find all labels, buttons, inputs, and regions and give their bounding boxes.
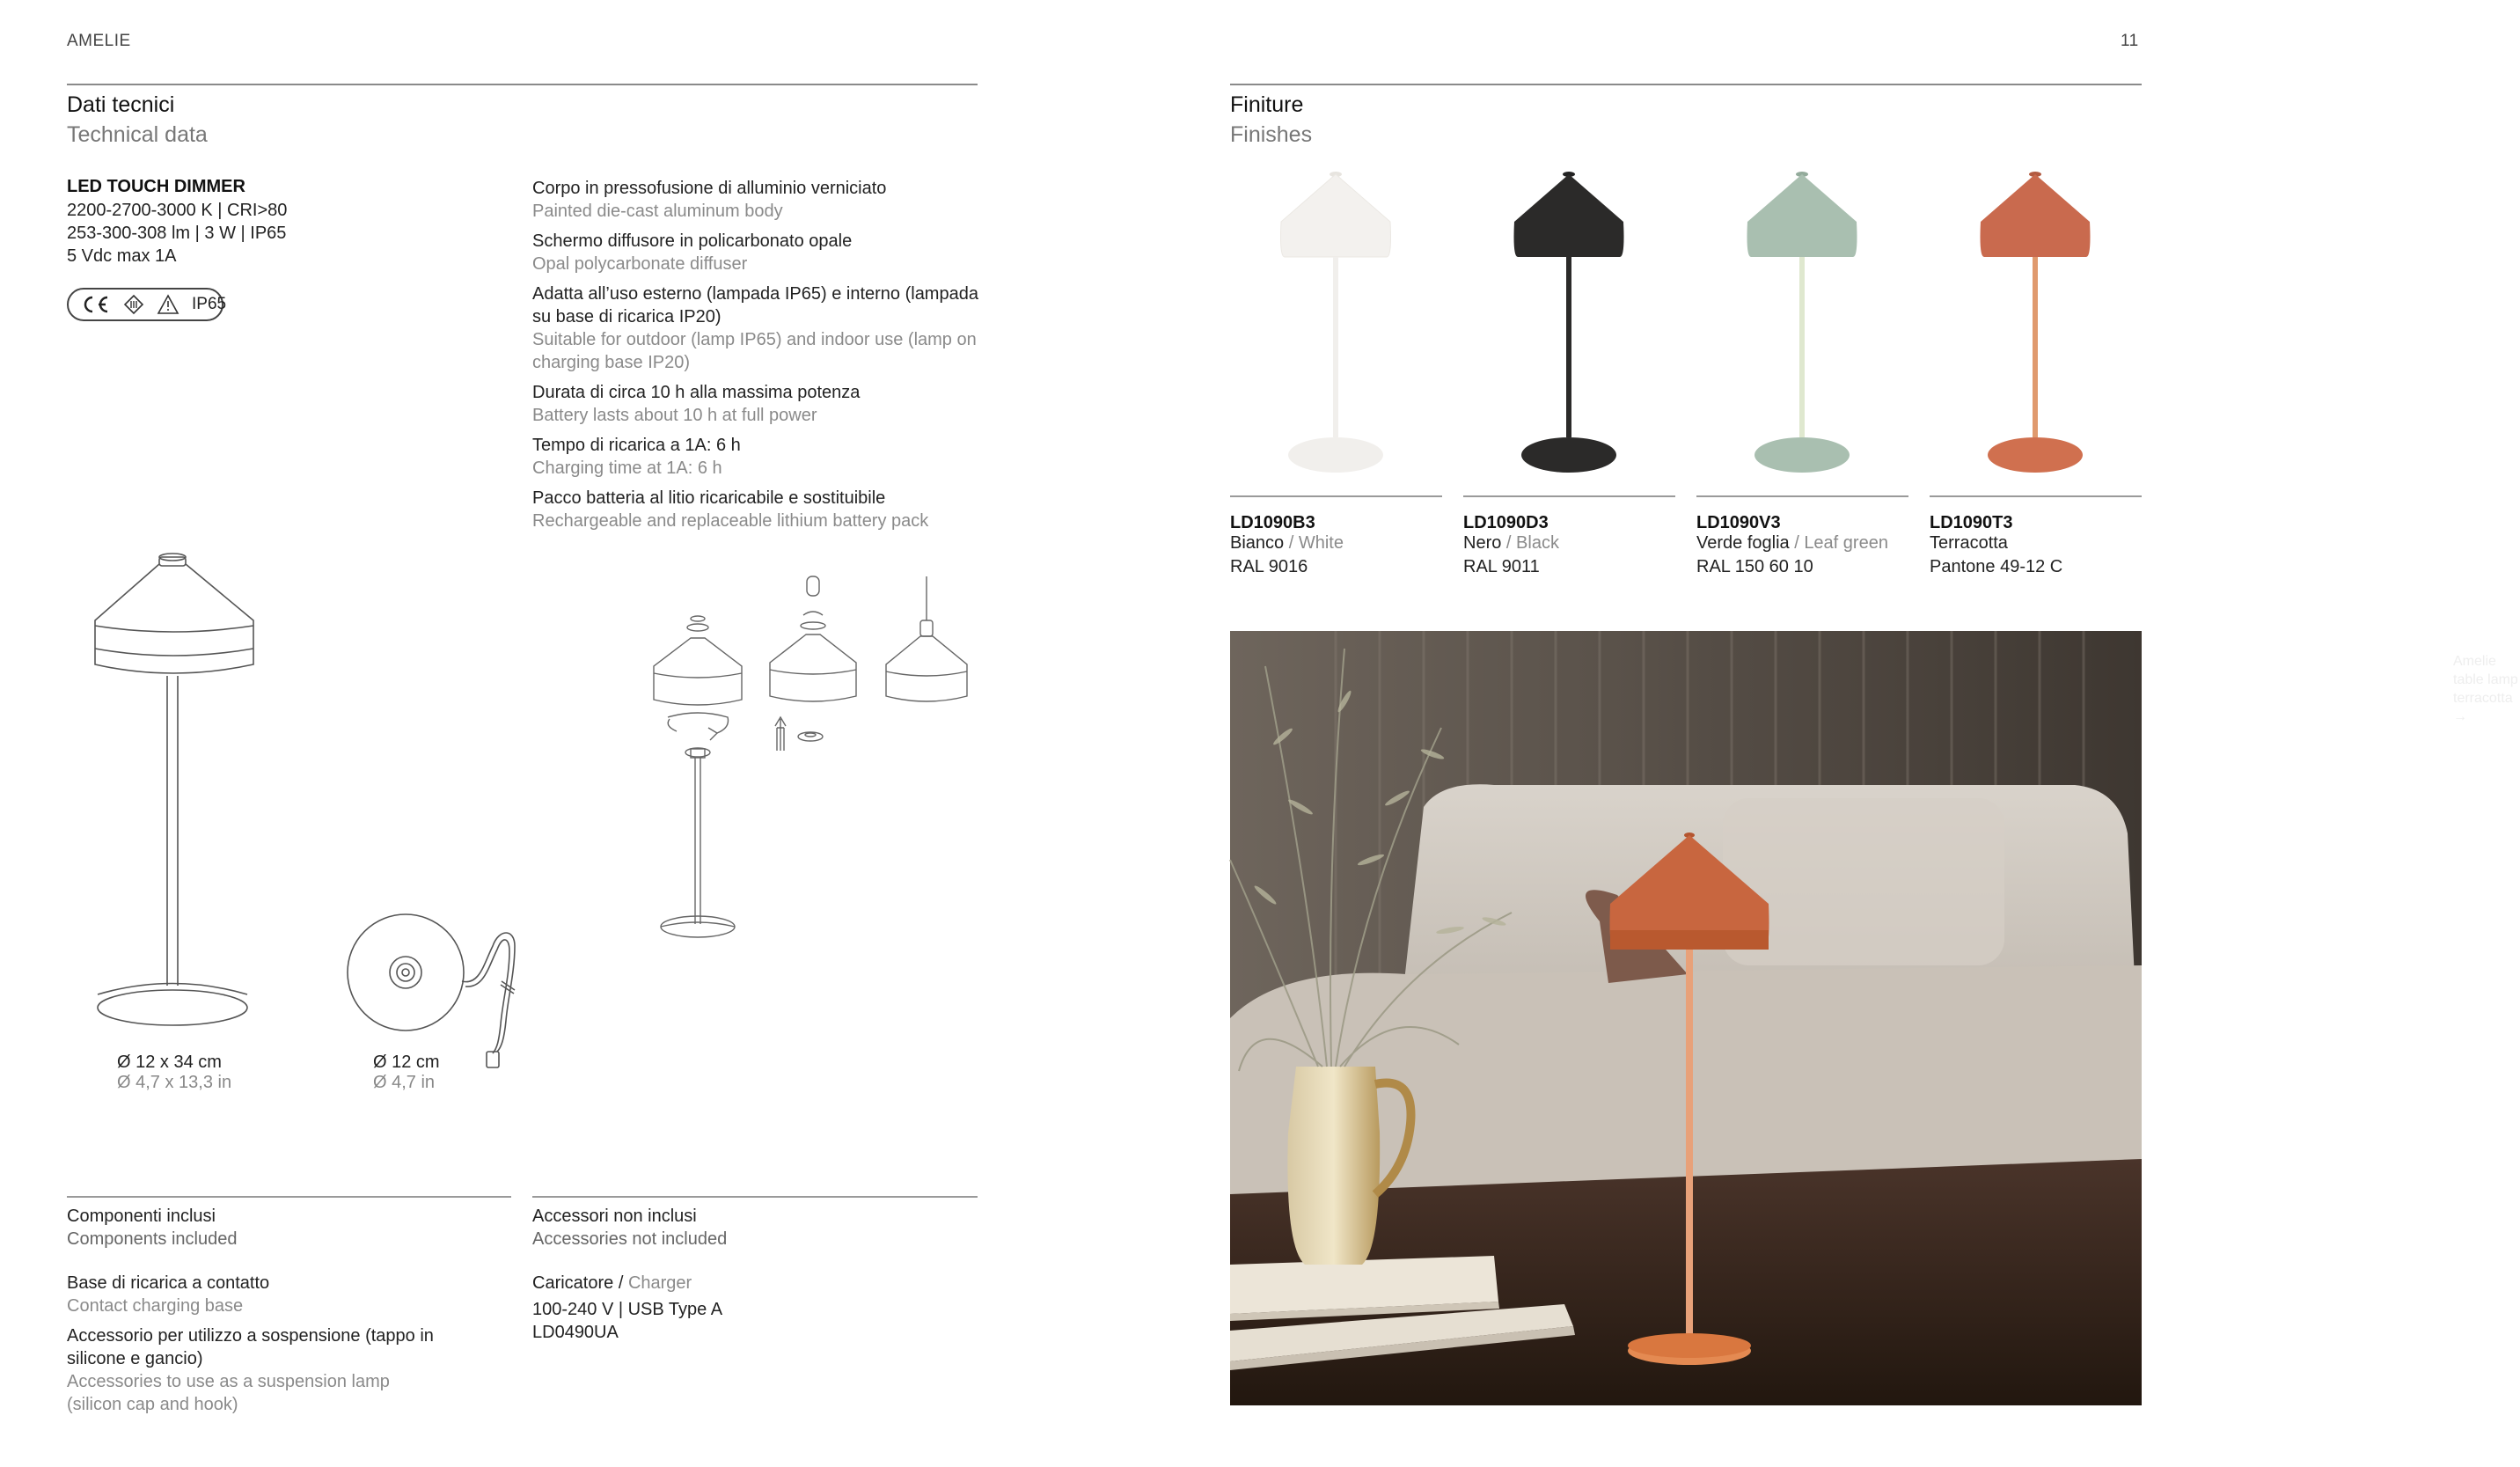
finish-item: LD1090B3 Bianco / White RAL 9016 [1230,513,1344,576]
warning-triangle-icon [157,294,179,315]
feature-item: Tempo di ricarica a 1A: 6 h Charging time at 1A: 6 h [532,436,741,478]
feature-list [532,177,981,539]
spec-title: LED TOUCH DIMMER [67,177,245,196]
finish-divider [1230,495,1442,497]
spec-line: 5 Vdc max 1A [67,246,177,266]
feature-item: Schermo diffusore in policarbonato opale Opal polycarbonate diffuser [532,231,853,274]
component-item: Base di ricarica a contatto Contact charging base [67,1273,270,1316]
components-section [67,1205,511,1423]
finish-lamp-black [1463,169,1675,486]
finish-item: LD1090D3 Nero / Black RAL 9011 [1463,513,1559,576]
class-iii-icon [123,294,144,315]
components-title-it: Componenti inclusi [67,1207,216,1226]
finish-lamp-white [1230,169,1442,486]
charging-base-drawing [348,911,532,1074]
accessories-title-it: Accessori non inclusi [532,1207,697,1226]
feature-item: Corpo in pressofusione di alluminio verniciato Painted die-cast aluminum body [532,179,887,221]
finish-divider [1696,495,1908,497]
ce-mark-icon [81,295,111,314]
feature-item: Adatta all’uso esterno (lampada IP65) e interno (lampada su base di ricarica IP20) Suitable for outdoor (lamp IP65) and indoor use (lamp on charging base IP20) [532,284,978,372]
charger-label: Caricatore / Charger [532,1273,692,1293]
lamp-shade [1281,172,1391,257]
assembly-diagram [647,576,981,946]
spec-line: 253-300-308 lm | 3 W | IP65 [67,224,287,243]
charger-spec: 100-240 V | USB Type A [532,1300,723,1319]
photo-scene [1230,631,2142,1405]
finish-item: LD1090T3 Terracotta Pantone 49-12 C [1930,513,2063,576]
component-item: Accessorio per utilizzo a sospensione (tappo in silicone e gancio) Accessories to use as a suspension lamp (silicon cap and hook) [67,1326,434,1414]
finishes-title-en: Finishes [1230,122,1313,147]
collection-name: AMELIE [67,32,131,50]
spec-block [67,177,287,268]
base-dimensions: Ø 12 cm Ø 4,7 in [373,1053,440,1092]
finish-divider [1463,495,1675,497]
photo-caption: Amelie table lamp terracotta → LD1090T3 [2453,654,2520,743]
finish-lamp-green [1696,169,1908,486]
accessories-section [532,1205,972,1344]
accessories-divider [532,1196,978,1198]
finishes-divider [1230,84,2142,85]
certification-badge [67,288,227,321]
spec-line: 2200-2700-3000 K | CRI>80 [67,201,288,220]
finish-divider [1930,495,2142,497]
finish-lamp-terracotta [1930,169,2142,486]
feature-item: Durata di circa 10 h alla massima potenza Battery lasts about 10 h at full power [532,383,861,425]
finish-item: LD1090V3 Verde foglia / Leaf green RAL 150 60 10 [1696,513,1888,576]
feature-item: Pacco batteria al litio ricaricabile e sostituibile Rechargeable and replaceable lithium battery pack [532,488,929,531]
finishes-title-it: Finiture [1230,92,1304,117]
accessories-title-en: Accessories not included [532,1229,728,1249]
charger-code: LD0490UA [532,1323,619,1342]
technical-title-it: Dati tecnici [67,92,175,117]
lamp-dimensions: Ø 12 x 34 cm Ø 4,7 x 13,3 in [117,1053,232,1092]
technical-divider [67,84,978,85]
lamp-dimension-drawing [88,550,264,1034]
components-title-en: Components included [67,1229,238,1249]
page-number: 11 [2121,32,2139,50]
lifestyle-photo [1230,631,2520,1405]
ip-rating: IP65 [192,295,227,313]
technical-title-en: Technical data [67,122,208,147]
components-divider [67,1196,511,1198]
